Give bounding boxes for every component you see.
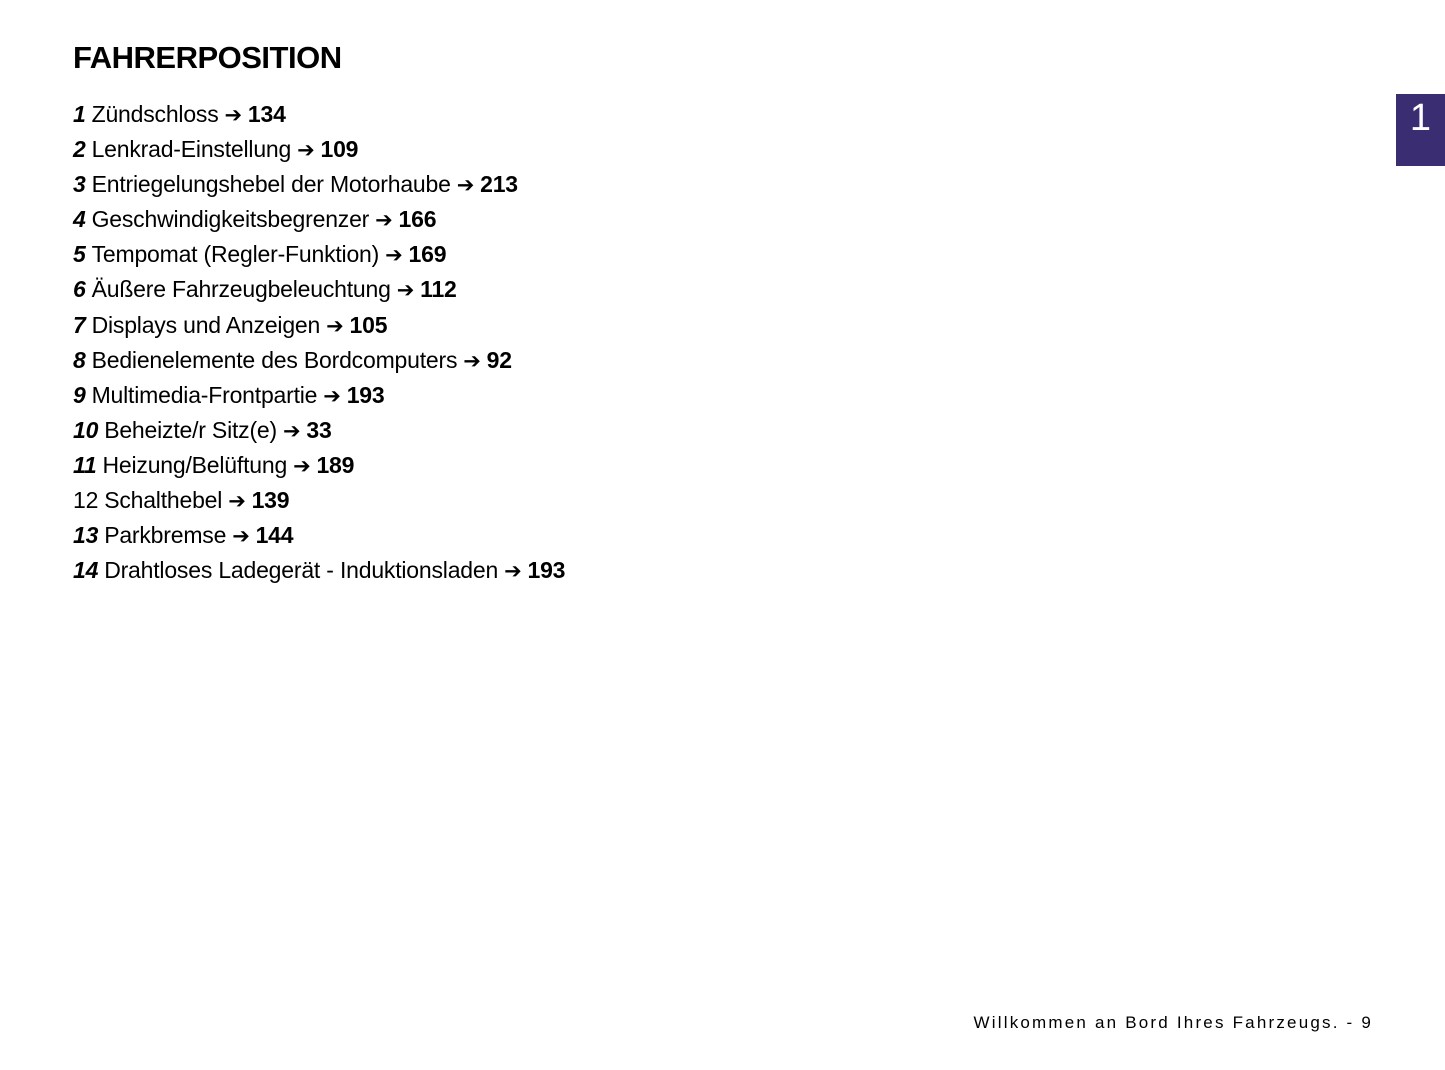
page-reference-link[interactable]: 189 <box>316 451 355 478</box>
item-number: 13 <box>73 522 99 549</box>
chapter-tab: 1 <box>1396 94 1445 166</box>
arrow-right-icon: ➔ <box>463 349 481 373</box>
item-label: Heizung/Belüftung <box>102 451 288 478</box>
arrow-right-icon: ➔ <box>228 490 246 514</box>
page-reference-link[interactable]: 105 <box>349 311 388 338</box>
page-reference-link[interactable]: 109 <box>320 136 359 163</box>
item-number: 14 <box>73 557 99 584</box>
toc-item-12[interactable] <box>73 483 565 518</box>
item-number: 10 <box>73 416 99 443</box>
page-reference-link[interactable]: 139 <box>251 487 290 514</box>
arrow-right-icon: ➔ <box>326 314 344 338</box>
item-label: Entriegelungshebel der Motorhaube <box>91 171 451 198</box>
page-reference-link[interactable]: 193 <box>346 381 385 408</box>
item-label: Zündschloss <box>91 101 219 127</box>
item-number: 5 <box>73 241 86 268</box>
item-number: 4 <box>73 206 86 233</box>
arrow-right-icon: ➔ <box>283 419 301 443</box>
toc-item-5[interactable] <box>73 237 565 272</box>
toc-item-4[interactable] <box>73 202 565 237</box>
page-reference-link[interactable]: 144 <box>255 522 294 549</box>
item-label: Bedienelemente des Bordcomputers <box>91 346 458 373</box>
item-number: 6 <box>73 276 86 303</box>
toc-item-11[interactable] <box>73 448 565 483</box>
item-label: Multimedia-Frontpartie <box>91 381 318 408</box>
item-number: 12 <box>73 487 99 514</box>
arrow-right-icon: ➔ <box>375 209 393 233</box>
item-label: Lenkrad-Einstellung <box>91 136 292 163</box>
item-label: Geschwindigkeitsbegrenzer <box>91 206 370 233</box>
page-reference-link[interactable]: 213 <box>480 171 518 198</box>
toc-list <box>73 97 565 588</box>
page-reference-link[interactable]: 166 <box>398 206 437 233</box>
page-title: FAHRERPOSITION <box>73 40 342 75</box>
page-reference-link[interactable]: 134 <box>247 101 286 127</box>
toc-item-2[interactable] <box>73 132 565 167</box>
toc-item-6[interactable] <box>73 272 565 307</box>
arrow-right-icon: ➔ <box>504 560 522 584</box>
item-label: Schalthebel <box>104 487 223 514</box>
item-number: 1 <box>73 101 86 127</box>
page-reference-link[interactable]: 33 <box>306 416 332 443</box>
arrow-right-icon: ➔ <box>232 525 250 549</box>
item-label: Äußere Fahrzeugbeleuchtung <box>91 276 391 303</box>
toc-item-3[interactable] <box>73 167 565 202</box>
item-label: Beheizte/r Sitz(e) <box>104 416 277 443</box>
toc-item-9[interactable] <box>73 378 565 413</box>
page-reference-link[interactable]: 169 <box>408 241 447 268</box>
page-reference-link[interactable]: 193 <box>527 557 566 584</box>
item-number: 8 <box>73 346 86 373</box>
arrow-right-icon: ➔ <box>323 384 341 408</box>
item-number: 9 <box>73 381 86 408</box>
item-label: Displays und Anzeigen <box>91 311 321 338</box>
item-label: Tempomat (Regler-Funktion) <box>91 241 380 268</box>
arrow-right-icon: ➔ <box>293 454 311 478</box>
arrow-right-icon: ➔ <box>385 244 403 268</box>
item-label: Drahtloses Ladegerät - Induktionsladen <box>104 557 499 584</box>
arrow-right-icon: ➔ <box>456 174 475 198</box>
item-number: 2 <box>73 136 86 163</box>
item-number: 7 <box>73 311 86 338</box>
page-reference-link[interactable]: 92 <box>486 346 512 373</box>
toc-item-13[interactable] <box>73 518 565 553</box>
item-label: Parkbremse <box>104 522 227 549</box>
item-number: 11 <box>73 451 97 478</box>
toc-item-8[interactable] <box>73 343 565 378</box>
toc-item-10[interactable] <box>73 413 565 448</box>
arrow-right-icon: ➔ <box>396 279 415 303</box>
arrow-right-icon: ➔ <box>297 139 315 163</box>
page-footer: Willkommen an Bord Ihres Fahrzeugs. - 9 <box>973 1013 1373 1032</box>
toc-item-14[interactable] <box>73 553 565 588</box>
page-reference-link[interactable]: 112 <box>420 276 457 303</box>
arrow-right-icon: ➔ <box>224 104 242 127</box>
toc-item-7[interactable] <box>73 308 565 343</box>
item-number: 3 <box>73 171 86 198</box>
toc-item-1[interactable] <box>73 97 565 132</box>
